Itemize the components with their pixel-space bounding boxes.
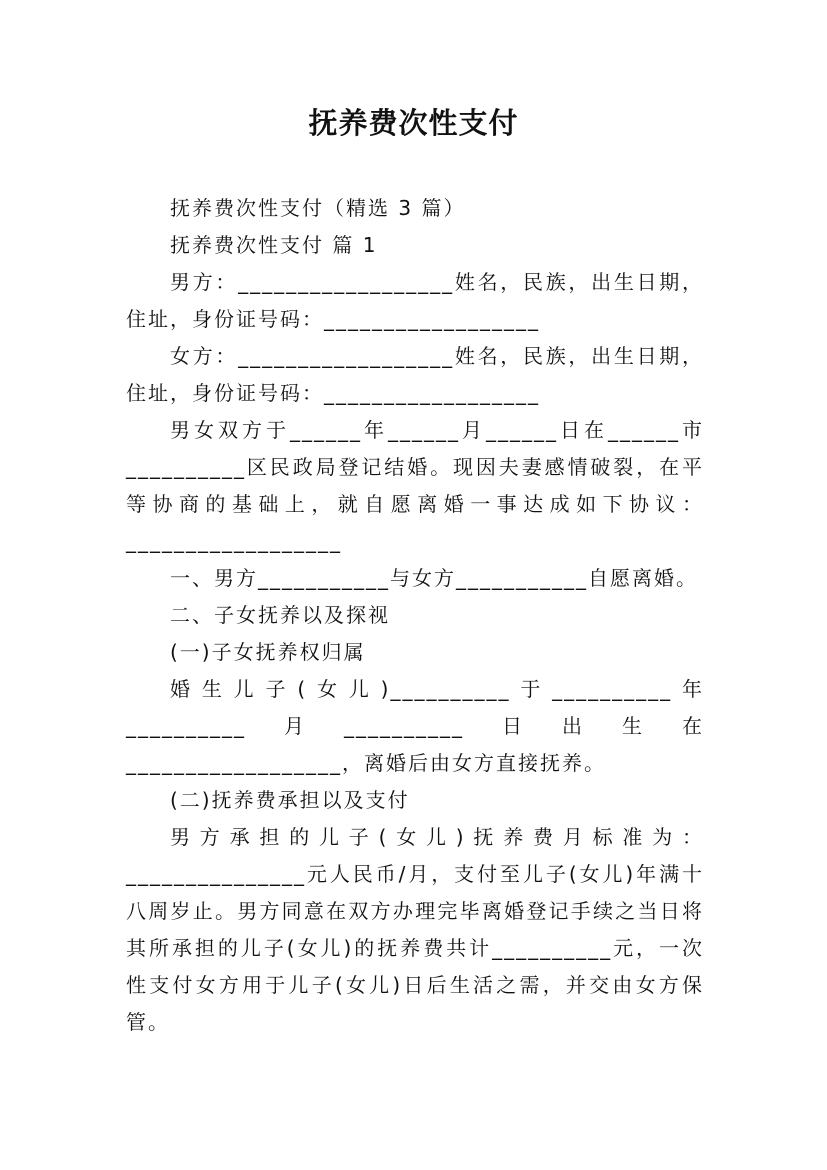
section-heading-paragraph: 抚养费次性支付 篇 1 bbox=[170, 233, 378, 257]
document-body bbox=[126, 190, 704, 1041]
subtitle-paragraph: 抚养费次性支付（精选 3 篇） bbox=[170, 196, 466, 220]
clause-2-heading: 二、子女抚养以及探视 bbox=[170, 603, 390, 627]
child-custody-paragraph: 婚生儿子(女儿)__________于__________年__________月__________日出生在__________________，离婚后由女方直接抚养。 bbox=[126, 677, 704, 775]
clause-2-1-heading: (一)子女抚养权归属 bbox=[170, 640, 366, 664]
marriage-registration-paragraph: 男女双方于______年______月______日在______市__________区民政局登记结婚。现因夫妻感情破裂，在平等协商的基础上，就自愿离婚一事达成如下协议：__________________ bbox=[126, 418, 704, 553]
document-title: 抚养费次性支付 bbox=[308, 106, 519, 140]
male-party-paragraph: 男方：__________________姓名，民族，出生日期，住址，身份证号码：__________________ bbox=[126, 270, 704, 331]
clause-1-paragraph: 一、男方___________与女方___________自愿离婚。 bbox=[170, 566, 698, 590]
child-support-paragraph: 男方承担的儿子(女儿)抚养费月标准为：_______________元人民币/月，支付至儿子(女儿)年满十八周岁止。男方同意在双方办理完毕离婚登记手续之当日将其所承担的儿子(女儿)的抚养费共计__________元，一次性支付女方用于儿子(女儿)日后生活之需，并交由女方保管。 bbox=[126, 825, 704, 1034]
clause-2-2-heading: (二)抚养费承担以及支付 bbox=[170, 788, 410, 812]
female-party-paragraph: 女方：__________________姓名，民族，出生日期，住址，身份证号码：__________________ bbox=[126, 344, 704, 405]
